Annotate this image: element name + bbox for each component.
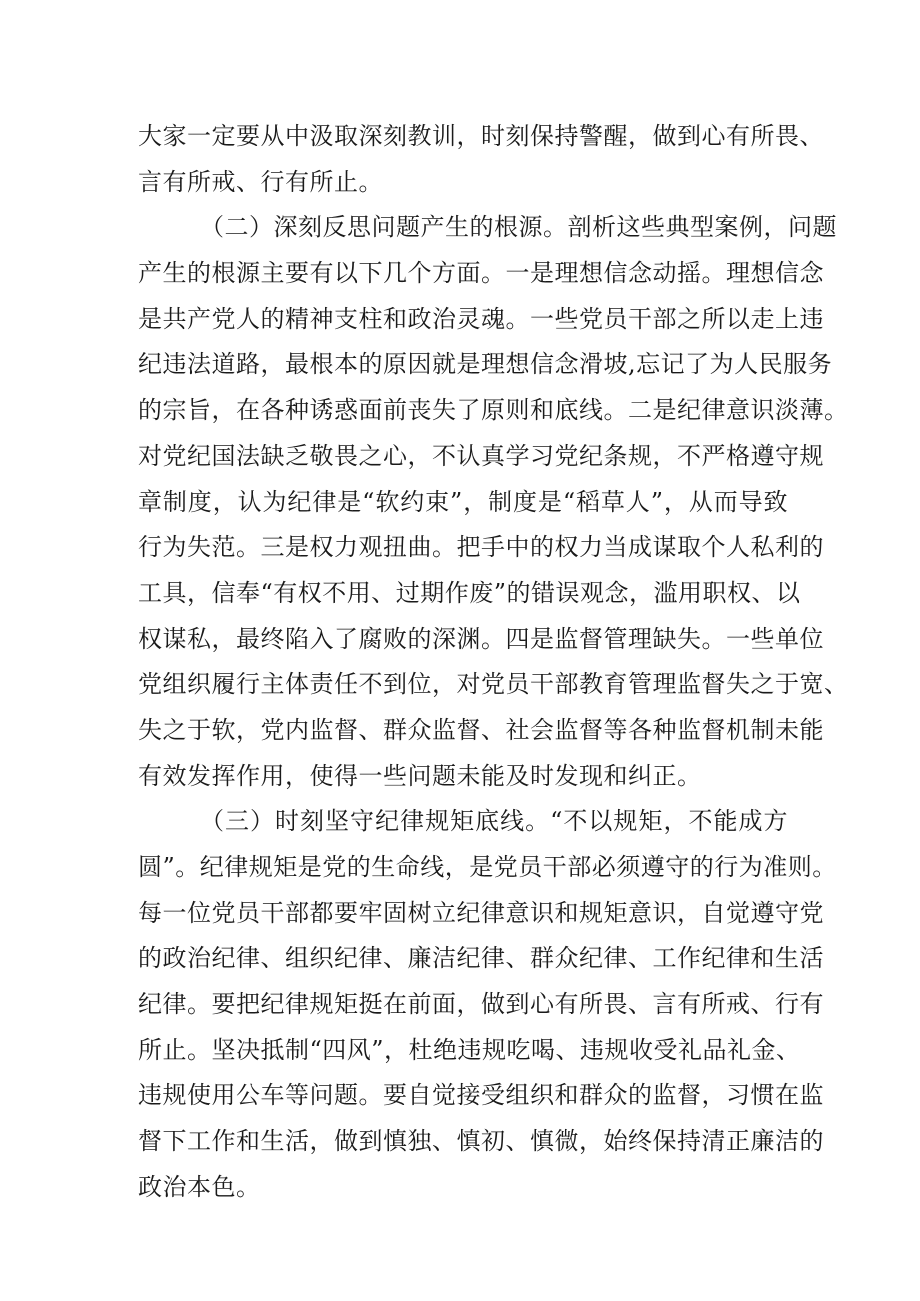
document-body: [138, 114, 849, 1211]
text-line: 对党纪国法缺乏敬畏之心，不认真学习党纪条规，不严格遵守规: [138, 441, 824, 470]
text-line: 政治本色。: [138, 1172, 261, 1201]
text-line: 失之于软，党内监督、群众监督、社会监督等各种监督机制未能: [138, 715, 824, 744]
text-line: 党组织履行主体责任不到位，对党员干部教育管理监督失之于宽、: [138, 670, 849, 699]
text-line: 章制度，认为纪律是“软约束”，制度是“稻草人”，从而导致: [138, 487, 788, 516]
text-line: 的政治纪律、组织纪律、廉洁纪律、群众纪律、工作纪律和生活: [138, 944, 824, 973]
text-line: 的宗旨，在各种诱惑面前丧失了原则和底线。二是纪律意识淡薄。: [138, 396, 849, 425]
text-line: 所止。坚决抵制“四风”，杜绝违规吃喝、违规收受礼品礼金、: [138, 1035, 801, 1064]
text-line: 大家一定要从中汲取深刻教训，时刻保持警醒，做到心有所畏、: [138, 122, 824, 150]
text-line: 督下工作和生活，做到慎独、慎初、慎微，始终保持清正廉洁的: [138, 1127, 824, 1156]
section-heading-line: （三）时刻坚守纪律规矩底线。“不以规矩，不能成方: [200, 807, 788, 836]
text-line: 圆”。纪律规矩是党的生命线，是党员干部必须遵守的行为准则。: [138, 853, 837, 881]
text-line: 工具，信奉“有权不用、过期作废”的错误观念，滥用职权、以: [138, 578, 801, 607]
text-line: 纪律。要把纪律规矩挺在前面，做到心有所畏、言有所戒、行有: [138, 990, 824, 1019]
text-line: 是共产党人的精神支柱和政治灵魂。一些党员干部之所以走上违: [138, 304, 824, 333]
text-line: 纪违法道路，最根本的原因就是理想信念滑坡,忘记了为人民服务: [138, 350, 833, 379]
text-line: 每一位党员干部都要牢固树立纪律意识和规矩意识，自觉遵守党: [138, 898, 824, 927]
text-line: 产生的根源主要有以下几个方面。一是理想信念动摇。理想信念: [138, 259, 824, 288]
text-line: 违规使用公车等问题。要自觉接受组织和群众的监督，习惯在监: [138, 1081, 824, 1110]
text-line: 言有所戒、行有所止。: [138, 167, 383, 196]
text-line: 有效发挥作用，使得一些问题未能及时发现和纠正。: [138, 761, 702, 790]
text-line: 行为失范。三是权力观扭曲。把手中的权力当成谋取个人私利的: [138, 533, 824, 562]
text-line: 权谋私，最终陷入了腐败的深渊。四是监督管理缺失。一些单位: [138, 624, 824, 653]
section-heading-line: （二）深刻反思问题产生的根源。剖析这些典型案例，问题: [200, 213, 837, 242]
